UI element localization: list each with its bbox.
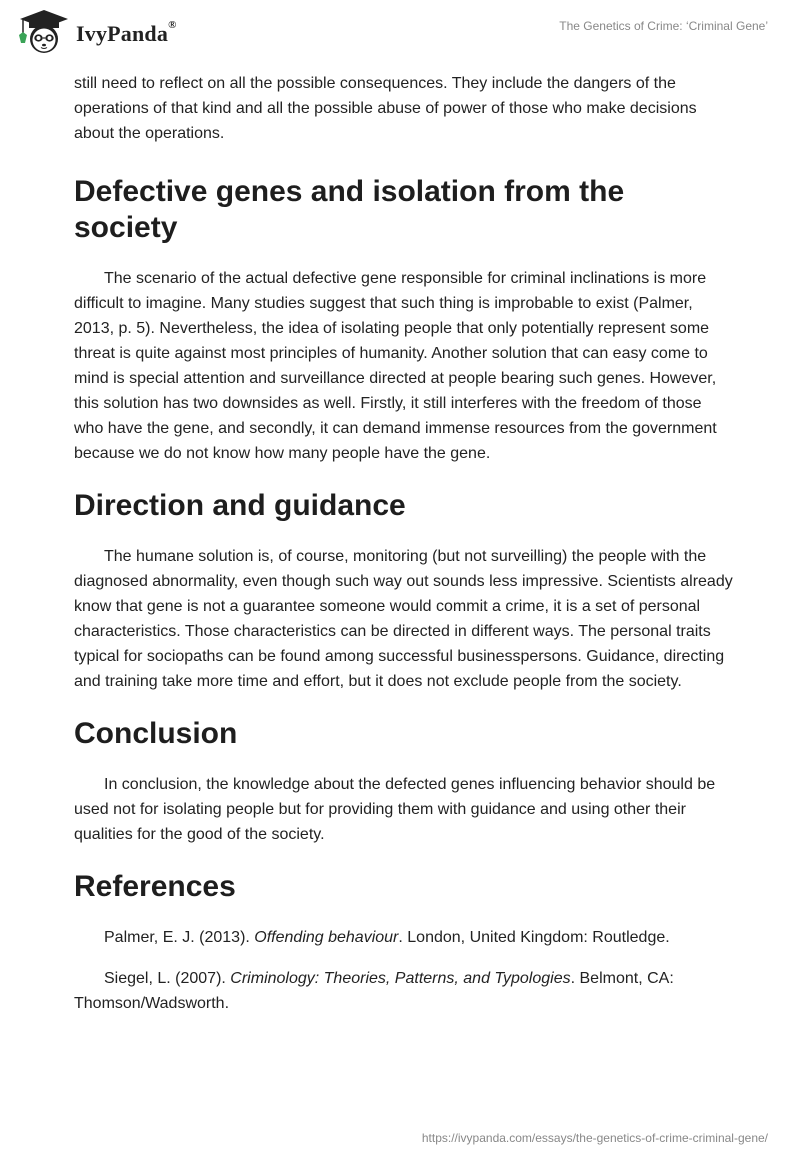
section-heading-defective-genes: Defective genes and isolation from the society xyxy=(74,175,625,244)
document-title: The Genetics of Crime: ‘Criminal Gene’ xyxy=(559,19,768,33)
references-heading: References xyxy=(74,870,236,903)
page-header xyxy=(0,0,800,64)
essay-content xyxy=(74,71,734,1016)
panda-graduate-icon xyxy=(14,9,70,55)
registered-mark: ® xyxy=(168,19,177,31)
section-paragraph-defective-genes: The scenario of the actual defective gene responsible for criminal inclinations is more difficult to imagine. Many studies suggest that such thing is improbable to exist (Palmer, 2013, p. 5). Nevertheless, the idea of isolating people that only potentially represent some threat is quite against most principles of humanity. Another solution that can easy come to mind is special attention and surveillance directed at people bearing such genes. However, this solution has two downsides as well. Firstly, it still interferes with the freedom of those who have the gene, and secondly, it can demand immense resources from the government because we do not know how many people have the gene. xyxy=(74,270,717,462)
reference-title: Offending behaviour xyxy=(254,929,399,946)
section-heading-direction-guidance: Direction and guidance xyxy=(74,489,406,522)
intro-paragraph: still need to reflect on all the possible consequences. They include the dangers of the operations of that kind and all the possible abuse of power of those who make decisions about the operations. xyxy=(74,75,697,142)
source-url[interactable]: https://ivypanda.com/essays/the-genetics-of-crime-criminal-gene/ xyxy=(421,1131,768,1145)
ivypanda-logo[interactable] xyxy=(14,9,177,55)
logo-text: IvyPanda® xyxy=(76,19,177,46)
section-paragraph-direction-guidance: The humane solution is, of course, monitoring (but not surveilling) the people with the diagnosed abnormality, even though such way out sounds less impressive. Scientists already know that gene is not a guarantee someone would commit a crime, it is a set of personal characteristics. Those characteristics can be directed in different ways. The personal traits typical for sociopaths can be found among successful businesspersons. Guidance, directing and training take more time and effort, but it does not exclude people from the society. xyxy=(74,548,733,690)
reference-item: Palmer, E. J. (2013). Offending behaviour. London, United Kingdom: Routledge. xyxy=(104,929,670,946)
reference-item: Siegel, L. (2007). Criminology: Theories, Patterns, and Typologies. Belmont, CA: Thomson/Wadsworth. xyxy=(74,970,674,1012)
section-paragraph-conclusion: In conclusion, the knowledge about the defected genes influencing behavior should be used not for isolating people but for providing them with guidance and using other their qualities for the good of the society. xyxy=(74,776,716,843)
reference-title: Criminology: Theories, Patterns, and Typologies xyxy=(230,970,571,987)
section-heading-conclusion: Conclusion xyxy=(74,717,238,750)
